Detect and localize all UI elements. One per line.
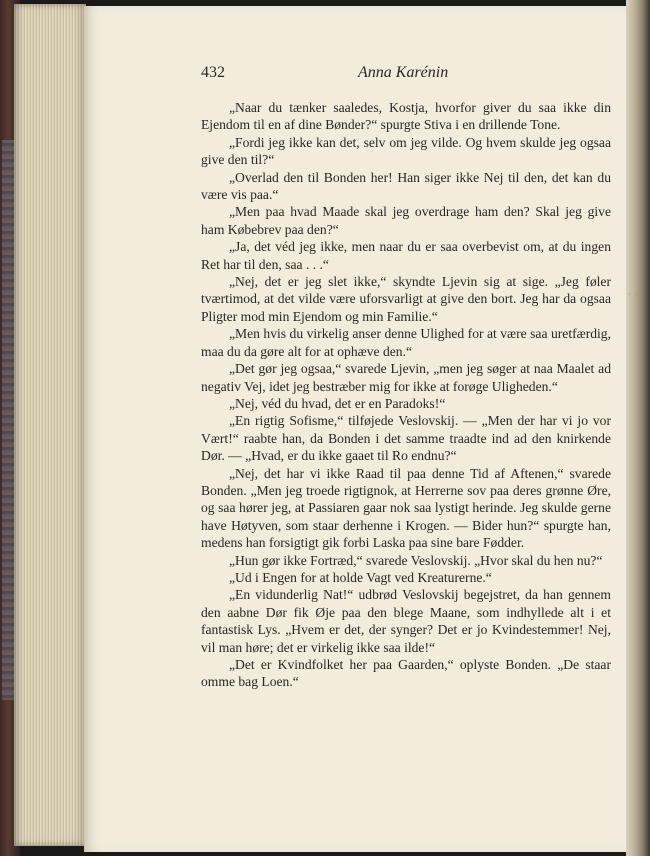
paragraph: „Ud i Engen for at holde Vagt ved Kreaturerne.“ (229, 569, 492, 585)
paragraph: „Fordi jeg ikke kan det, selv om jeg vilde. Og hvem skulde jeg ogsaa give den til?“ (201, 134, 611, 168)
paragraph: „Nej, det har vi ikke Raad til paa denne Tid af Aftenen,“ svarede Bonden. „Men jeg troede rigtignok, at Herrerne sov paa deres grønne Øre, og saa hører jeg, at Passiaren gaar nok saa lystigt herinde. Jeg skulde gerne have Høtyven, som staar derhenne i Krogen. — Bider hun?“ spurgte han, medens han forsigtigt gik forbi Laska paa sine bare Fødder. (201, 465, 611, 551)
paragraph: „En vidunderlig Nat!“ udbrød Veslovskij begejstret, da han gennem den aabne Dør fik Øje paa den blege Maane, som indhyllede alt i et fantastisk Lys. „Hvem er det, der synger? Det er jo Kvindestemmer! Nej, vil man høre; det er virkelig ikke saa ilde!“ (201, 587, 611, 655)
paragraph: „Men paa hvad Maade skal jeg overdrage ham den? Skal jeg give ham Købebrev paa den?“ (201, 204, 611, 237)
paragraph: „Naar du tænker saaledes, Kostja, hvorfor giver du saa ikke din Ejendom til en af dine Bønder?“ spurgte Stiva i en drillende Tone. (201, 100, 611, 133)
paragraph: „Hun gør ikke Fortræd,“ svarede Veslovskij. „Hvor skal du hen nu?“ (229, 552, 603, 568)
paragraph: „Nej, véd du hvad, det er en Paradoks!“ (229, 395, 446, 411)
paragraph: „Ja, det véd jeg ikke, men naar du er saa overbevist om, at du ingen Ret har til den, saa . . .“ (201, 239, 611, 272)
paragraph: „Nej, det er jeg slet ikke,“ skyndte Ljevin sig at sige. „Jeg føler tværtimod, at det vilde være uforsvarligt at give den bort. Jeg har da ogsaa Pligter mod min Ejendom og min Familie.“ (201, 274, 611, 324)
page-number: 432 (201, 64, 225, 81)
paragraph: „Overlad den til Bonden her! Han siger ikke Nej til den, det kan du være vis paa.“ (201, 169, 611, 203)
page-stack-edges (14, 4, 86, 846)
page-gutter (626, 0, 650, 856)
paragraph: „Men hvis du virkelig anser denne Ulighed for at være saa uretfærdig, maa du da gøre alt for at ophæve den.“ (201, 326, 611, 359)
paragraph: „En rigtig Sofisme,“ tilføjede Veslovskij. — „Men der har vi jo vor Vært!“ raabte han, da Bonden i det samme traadte ind ad den knirkende Dør. — „Hvad, er du ikke gaaet til Ro endnu?“ (201, 413, 611, 464)
paragraph: „Det er Kvindfolket her paa Gaarden,“ oplyste Bonden. „De staar omme bag Loen.“ (201, 657, 611, 690)
body-text (201, 99, 611, 691)
gutter-marks: · · (628, 290, 639, 299)
running-title: Anna Karénin (358, 64, 449, 81)
paragraph: „Det gør jeg ogsaa,“ svarede Ljevin, „men jeg søger at naa Maalet ad negativ Vej, idet jeg bestræber mig for ikke at forøge Uligheden.“ (201, 361, 611, 394)
running-header (201, 64, 611, 84)
